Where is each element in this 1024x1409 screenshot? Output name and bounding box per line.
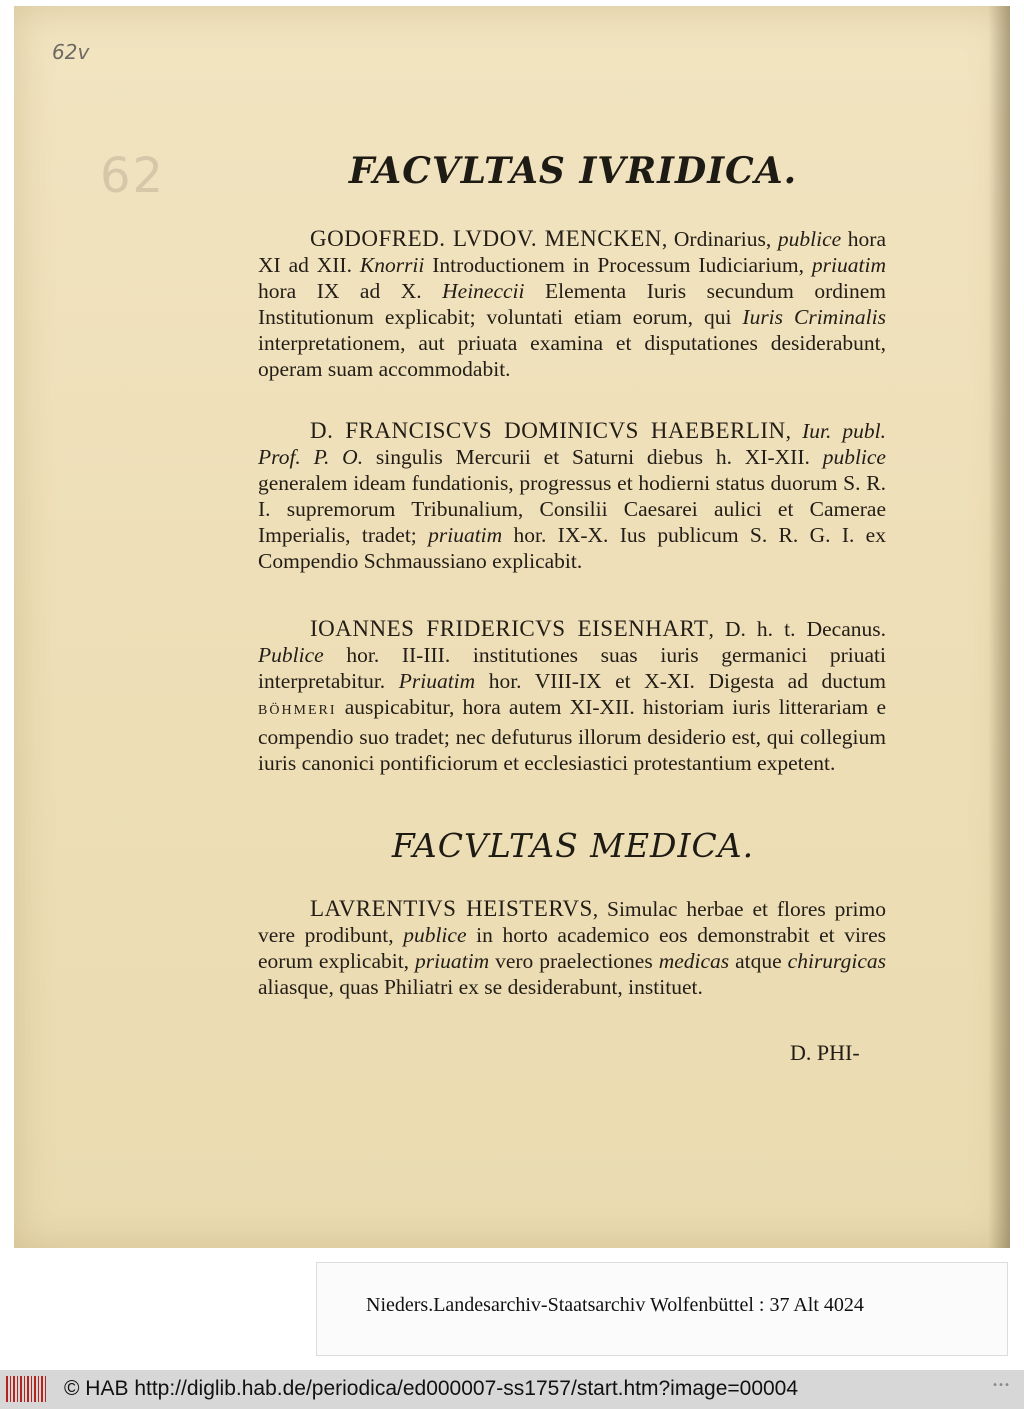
page-edge-shadow (988, 6, 1010, 1248)
entry-name: GODOFRED. LVDOV. MENCKEN (310, 226, 662, 251)
heading-facultas-medica: FACVLTAS MEDICA. (391, 826, 755, 865)
entry-name: D. FRANCISCVS DOMINICVS HAEBERLIN (310, 418, 786, 443)
barcode-icon (6, 1376, 48, 1402)
entry-name: LAVRENTIVS HEISTERVS (310, 896, 593, 921)
entry-name: IOANNES FRIDERICVS EISENHART (310, 616, 709, 641)
footer-bar (0, 1370, 1024, 1409)
heading-facultas-iuridica: FACVLTAS IVRIDICA. (348, 150, 798, 192)
footer-citation-link[interactable]: © HAB http://diglib.hab.de/periodica/ed000007-ss1757/start.htm?image=00004 (64, 1377, 799, 1400)
footer-dots-icon: ••• (991, 1380, 1010, 1391)
entry-eisenhart: IOANNES FRIDERICVS EISENHART, D. h. t. Decanus. Publice hor. II-III. institutiones suas iuris germanici priuati interpretabitur. Priuatim hor. VIII-IX et X-XI. Digesta ad ductum BÖHMERI auspicabitur, hora autem XI-XII. historiam iuris litterariam e compendio suo tradet; nec defuturus illorum desiderio est, qui collegium iuris canonici pontificiorum et ecclesiastici protestantium expetent. (258, 616, 886, 775)
archive-label: Nieders.Landesarchiv-Staatsarchiv Wolfenbüttel : 37 Alt 4024 (366, 1294, 864, 1316)
entry-mencken: GODOFRED. LVDOV. MENCKEN, Ordinarius, publice hora XI ad XII. Knorrii Introductionem in Processum Iudiciarium, priuatim hora IX ad X. Heineccii Elementa Iuris secundum ordinem Institutionum explicabit; voluntati etiam eorum, qui Iuris Criminalis interpretationem, aut priuata examina et disputationes desiderabunt, operam suam accommodabit. (258, 226, 887, 381)
entry-haeberlin: D. FRANCISCVS DOMINICVS HAEBERLIN, Iur. publ. Prof. P. O. singulis Mercurii et Saturni diebus h. XI-XII. publice generalem ideam fundationis, progressus et hodierni status duorum S. R. I. supremorum Tribunalium, Consilii Caesarei aulici et Camerae Imperialis, tradet; priuatim hor. IX-X. Ius publicum S. R. G. I. ex Compendio Schmaussiano explicabit. (258, 418, 887, 573)
manuscript-folio-note: 62v (52, 40, 90, 64)
entry-heisterus: LAVRENTIVS HEISTERVS, Simulac herbae et flores primo vere prodibunt, publice in horto academico eos demonstrabit et vires eorum explicabit, priuatim vero praelectiones medicas atque chirurgicas aliasque, quas Philiatri ex se desiderabunt, instituet. (258, 896, 887, 999)
faded-folio-number: 62 (100, 148, 166, 204)
catchword: D. PHI- (790, 1040, 860, 1065)
